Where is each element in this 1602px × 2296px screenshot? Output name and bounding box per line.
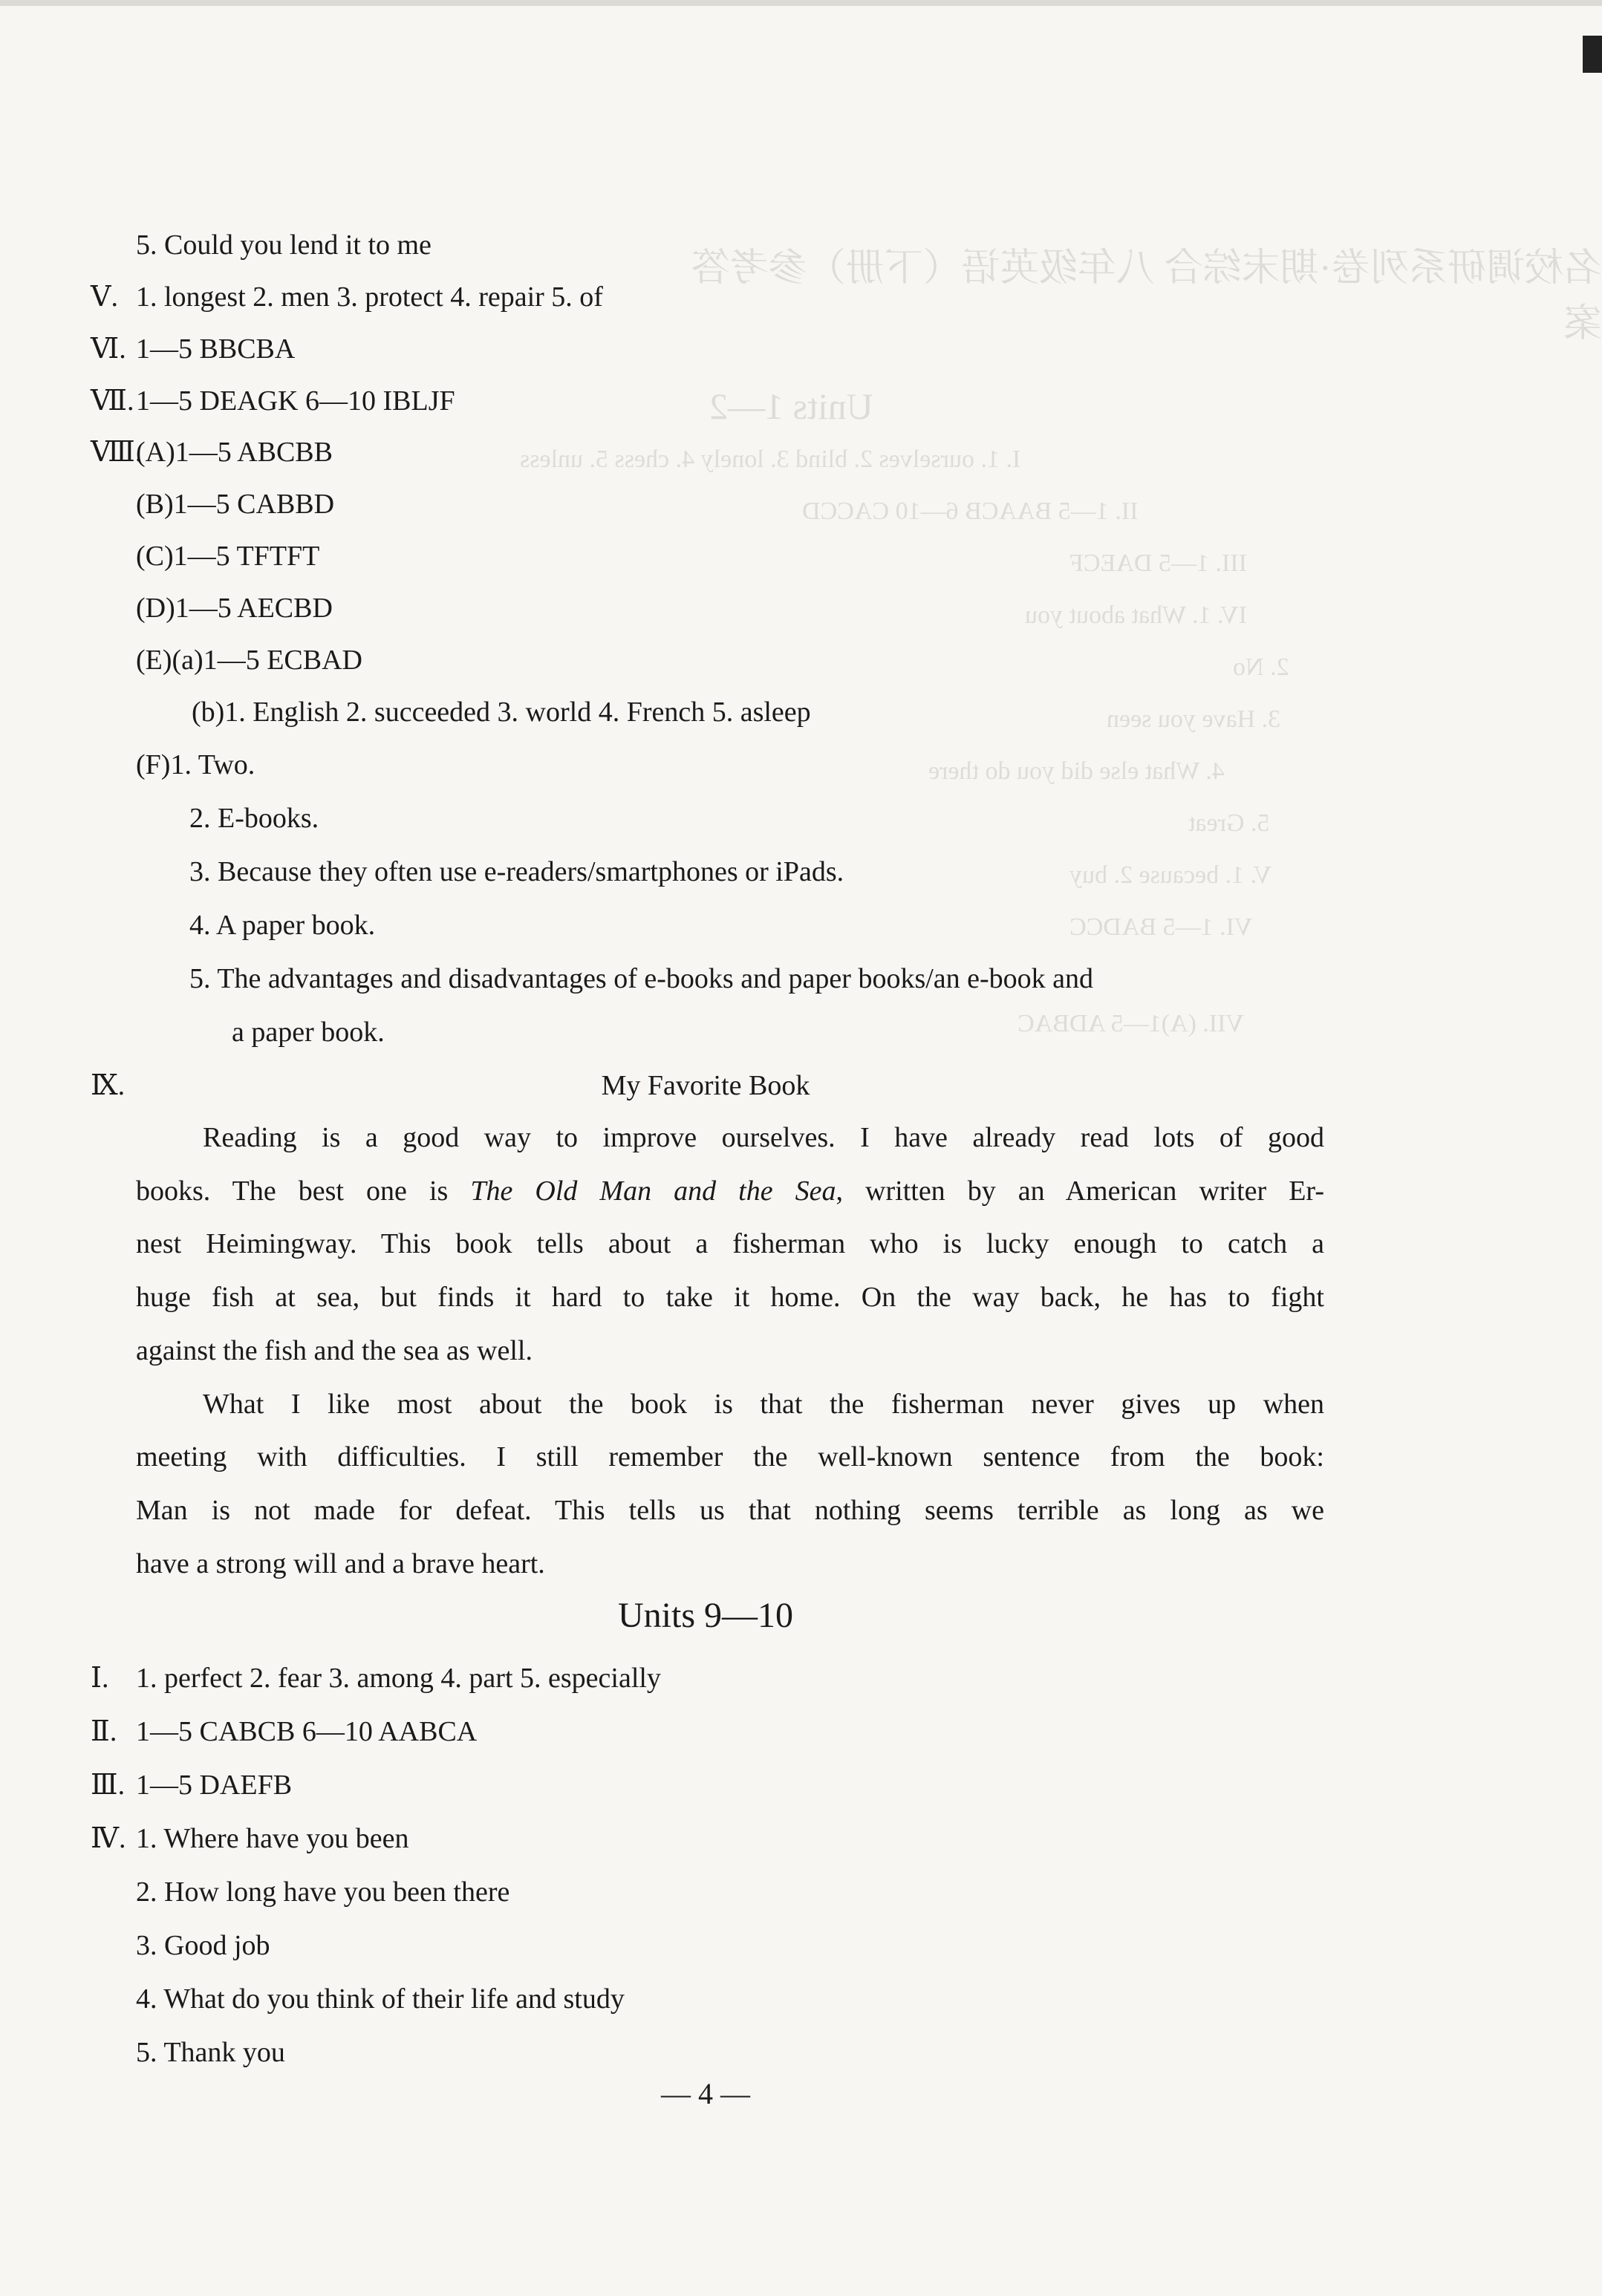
section-viii-f3: 3. Because they often use e-readers/smartphones or iPads. <box>189 856 844 887</box>
section-ii-answers: 1—5 CABCB 6—10 AABCA <box>136 1716 478 1747</box>
section-viii-c: (C)1—5 TFTFT <box>136 541 320 572</box>
section-iv-2: 2. How long have you been there <box>136 1876 510 1908</box>
essay-line: What I like most about the book is that the fisherman never gives up when <box>203 1388 1324 1420</box>
essay-text: books. The best one is <box>136 1175 471 1207</box>
section-v-label: Ⅴ. <box>91 281 118 313</box>
bleed-through-line: II. 1—5 BAACB 6—10 CACCD <box>802 498 1139 525</box>
section-iv-label: Ⅳ. <box>91 1823 126 1854</box>
essay-line: Man is not made for defeat. This tells us that nothing seems terrible as long as we <box>136 1494 1324 1526</box>
bleed-through-line: III. 1—5 DAECF <box>1069 549 1247 577</box>
page-top-edge <box>0 0 1602 6</box>
section-iii-label: Ⅲ. <box>91 1770 126 1801</box>
section-vi-label: Ⅵ. <box>91 333 126 365</box>
essay-line: against the fish and the sea as well. <box>136 1334 533 1366</box>
essay-paragraph-1 <box>136 1112 1324 1591</box>
bleed-through-line: 5. Great <box>1188 809 1270 837</box>
section-i-answers: 1. perfect 2. fear 3. among 4. part 5. especially <box>136 1663 661 1694</box>
essay-line: have a strong will and a brave heart. <box>136 1547 545 1579</box>
bleed-through-line: IV. 1. What about you <box>1025 601 1248 629</box>
bleed-through-line: 3. Have you seen <box>1107 705 1281 733</box>
section-viii-b: (B)1—5 CABBD <box>136 489 335 520</box>
section-v-answers: 1. longest 2. men 3. protect 4. repair 5. of <box>136 281 603 313</box>
section-viii-e-b: (b)1. English 2. succeeded 3. world 4. French 5. asleep <box>192 697 811 728</box>
essay-line: Reading is a good way to improve ourselves. I have already read lots of good <box>203 1122 1324 1153</box>
bleed-through-line: V. 1. because 2. buy <box>1069 861 1272 889</box>
section-viii-e-a: (E)(a)1—5 ECBAD <box>136 645 362 676</box>
section-viii-a: (A)1—5 ABCBB <box>136 437 333 468</box>
essay-title: My Favorite Book <box>601 1070 810 1101</box>
section-vii-answers: 1—5 DEAGK 6—10 IBLJF <box>136 385 455 417</box>
section-viii-f5: 5. The advantages and disadvantages of e-books and paper books/an e-book and <box>189 963 1094 994</box>
section-ix-label: Ⅸ. <box>91 1070 126 1101</box>
section-ii-label: Ⅱ. <box>91 1716 117 1747</box>
section-iv-1: 1. Where have you been <box>136 1823 409 1854</box>
page-number: — 4 — <box>661 2077 750 2110</box>
bleed-through-line: VII. (A)1—5 ADBAC <box>1017 1010 1245 1037</box>
units-heading: Units 9—10 <box>617 1596 793 1635</box>
section-viii-f4: 4. A paper book. <box>189 910 376 941</box>
essay-line: huge fish at sea, but finds it hard to take it home. On the way back, he has to fight <box>136 1282 1324 1314</box>
bleed-through-line: 2. No <box>1233 653 1289 681</box>
section-vii-label: Ⅶ. <box>91 385 134 417</box>
section-iii-answers: 1—5 DAEFB <box>136 1770 293 1801</box>
section-vi-answers: 1—5 BBCBA <box>136 333 296 365</box>
section-iv-4: 4. What do you think of their life and study <box>136 1983 625 2015</box>
essay-line: meeting with difficulties. I still remember the well-known sentence from the book: <box>136 1441 1324 1473</box>
section-viii-f5-cont: a paper book. <box>232 1017 385 1048</box>
section-viii-f2: 2. E-books. <box>189 803 319 834</box>
section-viii-d: (D)1—5 AECBD <box>136 593 333 624</box>
section-viii-label: Ⅷ. <box>91 437 143 468</box>
bleed-through-units: Units 1—2 <box>709 385 873 427</box>
essay-line: nest Heimingway. This book tells about a fisherman who is lucky enough to catch a <box>136 1228 1324 1260</box>
section-iv-3: 3. Good job <box>136 1930 270 1961</box>
bleed-through-line: 4. What else did you do there <box>928 757 1225 785</box>
section-iv-5: 5. Thank you <box>136 2037 285 2068</box>
bleed-through-line: VI. 1—5 BADCC <box>1069 913 1253 941</box>
bleed-through-header: 名校调研系列卷·期末综合 八年级英语（下册）参考答案 <box>691 247 1602 345</box>
prev-iv-answer-5: 5. Could you lend it to me <box>136 229 432 261</box>
essay-line <box>136 1165 1324 1219</box>
bleed-through-line: I. 1. ourselves 2. blind 3. lonely 4. chess 5. unless <box>520 446 1021 473</box>
essay-text: , written by an American writer Er- <box>836 1175 1324 1207</box>
section-i-label: Ⅰ. <box>91 1663 109 1694</box>
section-viii-f1: (F)1. Two. <box>136 749 255 780</box>
book-title: The Old Man and the Sea <box>470 1175 836 1207</box>
binding-edge-mark <box>1583 36 1602 73</box>
